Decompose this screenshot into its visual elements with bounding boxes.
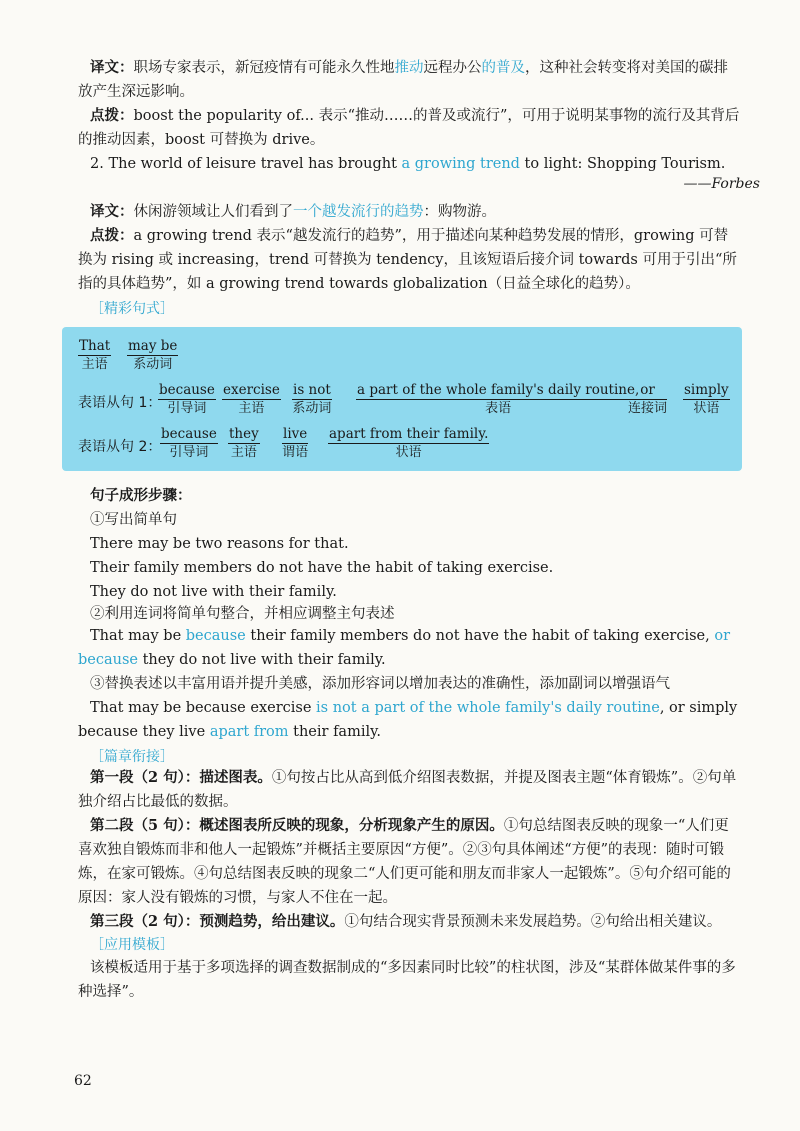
- simple-sentence-3: They do not live with their family.: [90, 584, 337, 600]
- combined-sentence: That may be because their family members do not have the habit of taking exercise, or because they do not live with their family.: [78, 628, 731, 668]
- template-description: 该模板适用于基于多项选择的调查数据制成的“多因素同时比较”的柱状图，涉及“某群体做某件事的多种选择”。: [78, 960, 736, 1000]
- steps-title: 句子成形步骤：: [90, 487, 192, 504]
- syntax-unit: simply 状语: [684, 382, 729, 416]
- section-heading-sentence-patterns: ［精彩句式］: [90, 301, 174, 317]
- step-1: ①写出简单句: [90, 512, 177, 528]
- tip-1: 点拨：boost the popularity of... 表示“推动……的普及或流行”，可用于说明某事物的流行及其背后的推动因素，boost 可替换为 drive。: [78, 107, 740, 148]
- example-sentence-2: 2. The world of leisure travel has brought a growing trend to light: Shopping Tourism.: [90, 156, 726, 172]
- syntax-unit: a part of the whole family's daily routine, 表语: [357, 382, 640, 416]
- syntax-unit: That 主语: [79, 338, 111, 372]
- source-forbes: ——Forbes: [683, 176, 760, 192]
- syntax-unit: or 连接词: [628, 382, 668, 416]
- paragraph-1-summary: 第一段（2 句）：描述图表。①句按占比从高到低介绍图表数据，并提及图表主题“体育锻炼”。②句单独介绍占比最低的数据。: [78, 769, 737, 810]
- syntax-unit: because 引导词: [159, 382, 215, 416]
- page-number: 62: [74, 1073, 92, 1089]
- syntax-unit: exercise 主语: [223, 382, 280, 416]
- section-heading-template: ［应用模板］: [90, 937, 174, 953]
- simple-sentence-2: Their family members do not have the habit of taking exercise.: [90, 560, 554, 576]
- syntax-unit: because 引导词: [161, 426, 217, 460]
- translation-2: 译文：休闲游领域让人们看到了一个越发流行的趋势：购物游。: [90, 203, 496, 220]
- step-2: ②利用连词将简单句整合，并相应调整主句表述: [90, 606, 395, 622]
- syntax-unit: is not 系动词: [292, 382, 332, 416]
- translation-1: 译文：职场专家表示，新冠疫情有可能永久性地推动远程办公的普及，这种社会转变将对美国的碳排放产生深远影响。: [78, 59, 728, 100]
- syntax-unit: live 谓语: [282, 426, 309, 460]
- simple-sentence-1: There may be two reasons for that.: [90, 536, 349, 552]
- clause-label-2: 表语从句 2：: [78, 439, 162, 455]
- enhanced-sentence: That may be because exercise is not a part of the whole family's daily routine, or simply because they live apart from their family.: [78, 700, 738, 740]
- syntax-unit: apart from their family. 状语: [329, 426, 489, 460]
- syntax-unit: they 主语: [229, 426, 259, 460]
- clause-label-1: 表语从句 1：: [78, 395, 162, 411]
- section-heading-paragraph-links: ［篇章衔接］: [90, 749, 174, 765]
- tip-2: 点拨：a growing trend 表示“越发流行的趋势”，用于描述向某种趋势发展的情形，growing 可替换为 rising 或 increasing，trend 可替换为 tendency，且该短语后接介词 towards 可用于引出“所指的具体趋势”，如 a growing trend towards globalization（日益全球化的趋势）。: [78, 227, 737, 292]
- syntax-unit: may be 系动词: [128, 338, 178, 372]
- paragraph-3-summary: 第三段（2 句）：预测趋势，给出建议。①句结合现实背景预测未来发展趋势。②句给出相关建议。: [90, 913, 722, 930]
- paragraph-2-summary: 第二段（5 句）：概述图表所反映的现象，分析现象产生的原因。①句总结图表反映的现象一“人们更喜欢独自锻炼而非和他人一起锻炼”并概括主要原因“方便”。②③句具体阐述“方便”的表现：随时可锻炼，在家可锻炼。④句总结图表反映的现象二“人们更可能和朋友而非家人一起锻炼”。⑤句介绍可能的原因：家人没有锻炼的习惯，与家人不住在一起。: [78, 817, 731, 906]
- step-3: ③替换表述以丰富用语并提升美感，添加形容词以增加表达的准确性，添加副词以增强语气: [90, 676, 670, 692]
